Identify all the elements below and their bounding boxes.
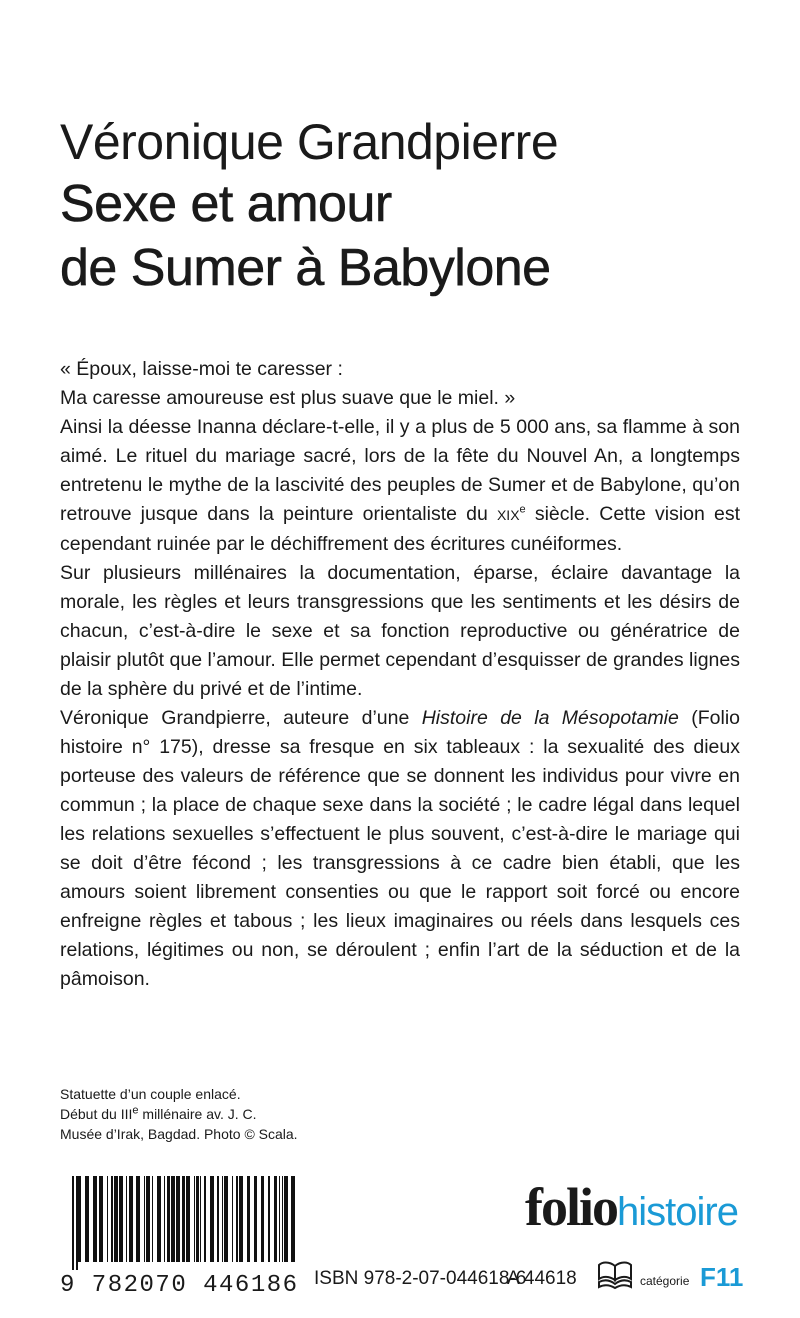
- barcode-bar: [167, 1176, 170, 1262]
- folio-histoire-logo: [525, 1176, 738, 1238]
- barcode-bar: [107, 1176, 108, 1262]
- price-code: A 44618: [507, 1268, 577, 1289]
- quote-line-1: « Époux, laisse-moi te caresser :: [60, 358, 343, 380]
- barcode-bar: [171, 1176, 175, 1262]
- barcode-bar: [291, 1176, 295, 1262]
- barcode-bar: [254, 1176, 257, 1262]
- barcode-bar: [282, 1176, 283, 1262]
- barcode-bar: [152, 1176, 153, 1262]
- barcode-bar: [126, 1176, 127, 1262]
- barcode-digits: 9 782070 446186: [60, 1272, 299, 1299]
- blurb-paragraph-3: [60, 704, 740, 994]
- isbn-number: ISBN 978-2-07-044618-6: [314, 1268, 527, 1289]
- barcode-bar: [200, 1176, 201, 1262]
- caption-line-3: Musée d’Irak, Bagdad. Photo © Scala.: [60, 1126, 298, 1142]
- barcode-bar: [196, 1176, 199, 1262]
- caption-line-2-start: Début du III: [60, 1106, 133, 1122]
- caption-superscript: e: [132, 1104, 139, 1117]
- barcode-bar: [224, 1176, 228, 1262]
- barcode-bar: [99, 1176, 103, 1262]
- barcode-bar: [111, 1176, 113, 1262]
- cover-photo-caption: [60, 1084, 298, 1144]
- category-code: F11: [700, 1262, 744, 1292]
- barcode-bar: [236, 1176, 238, 1262]
- caption-line-2-end: millénaire av. J. C.: [138, 1106, 257, 1122]
- barcode-bar: [261, 1176, 264, 1262]
- barcode-bar: [247, 1176, 250, 1262]
- blurb-paragraph-2: Sur plusieurs millénaires la documentation, éparse, éclaire davantage la morale, les règles et leurs transgressions que les sentiments et les désirs de chacun, c’est-à-dire le sexe et sa fonction reproductive ou génératrice de plaisir plutôt que l’amour. Elle permet cependant d’esquisser de grandes lignes de la sphère du privé et de l’intime.: [60, 562, 740, 700]
- barcode-guard-bar: [72, 1176, 74, 1270]
- barcode-bar: [239, 1176, 243, 1262]
- barcode-bar: [119, 1176, 123, 1262]
- barcode-bar: [279, 1176, 280, 1262]
- barcode-bar: [136, 1176, 140, 1262]
- barcode-bar: [232, 1176, 233, 1262]
- barcode-bar: [78, 1176, 81, 1262]
- blurb-paragraph-3-start: Véronique Grandpierre, auteure d’une: [60, 707, 422, 729]
- barcode-bar: [210, 1176, 214, 1262]
- category-label: catégorie: [640, 1274, 690, 1288]
- book-title: [60, 172, 551, 300]
- caption-line-2: [60, 1104, 298, 1124]
- barcode-bar: [157, 1176, 161, 1262]
- open-book-icon: [597, 1260, 633, 1290]
- title-line-2: de Sumer à Babylone: [60, 239, 551, 297]
- barcode-bar: [194, 1176, 195, 1262]
- book-reference-title: Histoire de la Mésopotamie: [421, 707, 679, 729]
- barcode-bar: [186, 1176, 190, 1262]
- title-line-1: Sexe et amour: [60, 175, 392, 233]
- barcode-bar: [182, 1176, 185, 1262]
- barcode-bar: [176, 1176, 180, 1262]
- barcode-bars: [72, 1176, 298, 1272]
- quote-line-2: Ma caresse amoureuse est plus suave que le miel. »: [60, 387, 516, 409]
- barcode-bar: [204, 1176, 206, 1262]
- century-numeral: XIX: [496, 507, 520, 523]
- barcode-bar: [146, 1176, 150, 1262]
- barcode-bar: [114, 1176, 118, 1262]
- barcode-bar: [284, 1176, 288, 1262]
- blurb: [60, 355, 740, 994]
- caption-line-1: Statuette d’un couple enlacé.: [60, 1086, 241, 1102]
- blurb-paragraph-3-end: (Folio histoire n° 175), dresse sa fresque en six tableaux : la sexualité des dieux porteuse des valeurs de référence que se donnent les individus pour vivre en commun ; la place de chaque sexe dans la société ; le cadre légal dans lequel les relations sexuelles s’effectuent le plus souvent, c’est-à-dire le mariage qui se doit d’être fécond ; les transgressions à ce cadre bien établi, que les amours soient librement consenties ou que le rapport soit forcé ou encore enfreigne règles et tabous ; les lieux imaginaires ou réels dans lesquels ces relations, légitimes ou non, se déroulent ; enfin l’art de la séduction et de la pâmoison.: [60, 707, 741, 990]
- barcode-bar: [144, 1176, 145, 1262]
- logo-folio: folio: [525, 1177, 617, 1237]
- barcode-bar: [274, 1176, 277, 1262]
- logo-histoire: histoire: [617, 1190, 738, 1234]
- barcode-bar: [222, 1176, 223, 1262]
- barcode-bar: [217, 1176, 219, 1262]
- blurb-paragraph-1-end: siècle. Cette vision est cependant ruinée par le déchiffrement des écritures cunéiformes.: [60, 503, 741, 555]
- barcode-bar: [164, 1176, 165, 1262]
- barcode-bar: [268, 1176, 270, 1262]
- barcode-guard-bar: [76, 1176, 78, 1270]
- century-superscript: e: [519, 503, 526, 516]
- barcode-bar: [93, 1176, 97, 1262]
- blurb-paragraph-1-start: Ainsi la déesse Inanna déclare-t-elle, il y a plus de 5 000 ans, sa flamme à son aimé. Le rituel du mariage sacré, lors de la fête du Nouvel An, a longtemps entretenu le mythe de la lascivité des peuples de Sumer et de Babylone, qu’on retrouve jusque dans la peinture orientaliste du: [60, 416, 740, 525]
- barcode: [60, 1176, 300, 1304]
- author-name: Véronique Grandpierre: [60, 114, 559, 170]
- barcode-bar: [85, 1176, 89, 1262]
- barcode-bar: [129, 1176, 133, 1262]
- blurb-paragraph-1: [60, 413, 740, 559]
